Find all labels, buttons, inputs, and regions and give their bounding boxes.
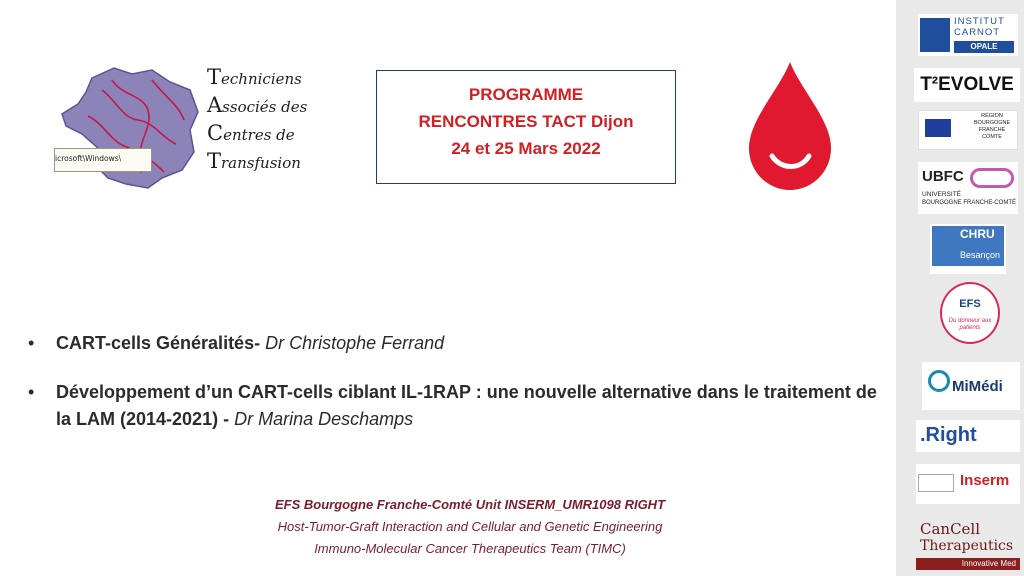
carnot-opale-logo: INSTITUT CARNOT OPALE xyxy=(918,14,1018,56)
france-map-image xyxy=(52,60,212,195)
bullet-dot: • xyxy=(28,382,35,402)
footer-team-2: Immuno-Molecular Cancer Therapeutics Team (TIMC) xyxy=(314,541,626,556)
right-unit-logo: .Right xyxy=(916,420,1020,452)
talk-item-1: • CART-cells Généralités- Dr Christophe Ferrand xyxy=(28,330,878,357)
programme-box xyxy=(376,70,676,184)
tact-word-2: Associés des xyxy=(207,93,308,117)
tact-caption: icrosoft\Windows\ xyxy=(54,148,152,172)
tact-word-3: Centres de xyxy=(207,121,295,145)
bullet-dot: • xyxy=(28,333,35,353)
footer-team-1: Host-Tumor-Graft Interaction and Cellular and Genetic Engineering xyxy=(277,519,663,534)
talk-item-2: • Développement d’un CART-cells ciblant IL-1RAP : une nouvelle alternative dans le traitement de la LAM (2014-2021) - Dr Marina Deschamps xyxy=(28,379,878,433)
blood-drop-icon xyxy=(745,60,835,192)
cancell-therapeutics-logo: CanCell Therapeutics Innovative Med xyxy=(916,516,1020,574)
affiliation-footer xyxy=(200,494,740,560)
talk-list xyxy=(28,330,878,433)
ubfc-logo: UBFC UNIVERSITÉ BOURGOGNE FRANCHE-COMTÉ xyxy=(918,162,1018,214)
programme-event: RENCONTRES TACT Dijon xyxy=(418,112,634,131)
footer-unit: EFS Bourgogne Franche-Comté Unit INSERM_UMR1098 RIGHT xyxy=(274,497,666,512)
tact-logo xyxy=(52,60,322,195)
tact-word-4: Transfusion xyxy=(207,149,301,173)
partner-logos-sidebar xyxy=(896,0,1024,576)
tact-word-1: Techniciens xyxy=(207,65,302,89)
tact-acronym xyxy=(207,64,307,176)
chru-besancon-logo: CHRU Besançon xyxy=(930,224,1006,274)
region-bfc-eu-logo: RÉGION BOURGOGNE FRANCHE COMTE xyxy=(918,110,1018,150)
efs-logo: EFS Du donneur aux patients xyxy=(940,282,1000,344)
t2evolve-logo: T²EVOLVE xyxy=(914,68,1020,102)
inserm-logo: Inserm xyxy=(916,464,1020,504)
programme-title: PROGRAMME xyxy=(468,85,584,104)
mimedi-logo: MiMédi xyxy=(922,362,1020,410)
programme-dates: 24 et 25 Mars 2022 xyxy=(451,139,601,158)
